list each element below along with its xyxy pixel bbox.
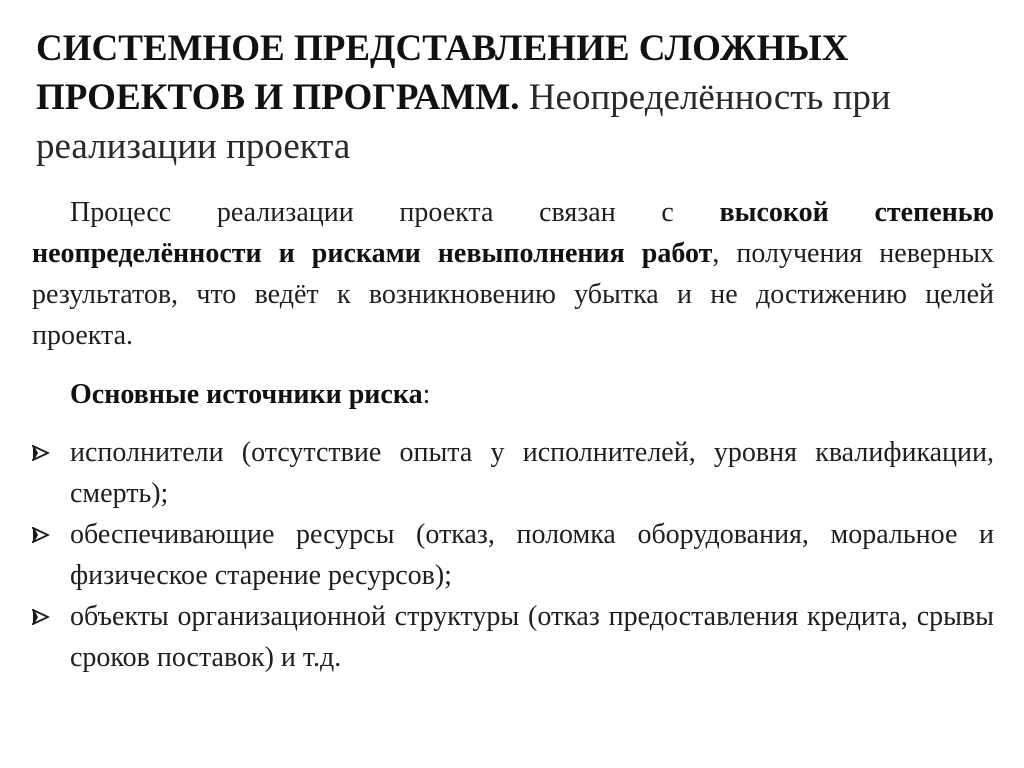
slide-title — [36, 24, 996, 171]
intro-paragraph — [32, 192, 994, 356]
list-item — [32, 432, 994, 514]
list-item — [32, 596, 994, 678]
list-item-text: объекты организационной структуры (отказ предоставления кредита, срывы сроков поставок) и т.д. — [70, 601, 994, 673]
intro-paragraph-start: Процесс реализации проекта связан с — [70, 197, 720, 228]
chevron-arrow-bullet-icon — [32, 445, 50, 461]
risk-sources-heading — [70, 374, 430, 415]
intro-paragraph-end: , получения неверных результатов, что ведёт к возникновению убытка и не достижению целей проекта. — [32, 238, 995, 351]
chevron-arrow-bullet-icon — [32, 609, 50, 625]
slide-title-bold: СИСТЕМНОЕ ПРЕДСТАВЛЕНИЕ СЛОЖНЫХ ПРОЕКТОВ И ПРОГРАММ. — [36, 28, 849, 118]
slide-title-subtitle: Неопределённость при реализации проекта — [36, 77, 891, 167]
list-item — [32, 514, 994, 596]
chevron-arrow-bullet-icon — [32, 527, 50, 543]
list-item-text: обеспечивающие ресурсы (отказ, поломка оборудования, моральное и физическое старение ресурсов); — [70, 519, 994, 591]
risk-sources-heading-colon: : — [422, 379, 431, 410]
risk-sources-heading-text: Основные источники риска — [70, 379, 423, 410]
list-item-text: исполнители (отсутствие опыта у исполнителей, уровня квалификации, смерть); — [70, 437, 994, 509]
risk-sources-list — [32, 432, 994, 678]
intro-paragraph-emphasis: высокой степенью неопределённости и рисками невыполнения работ — [32, 197, 994, 269]
